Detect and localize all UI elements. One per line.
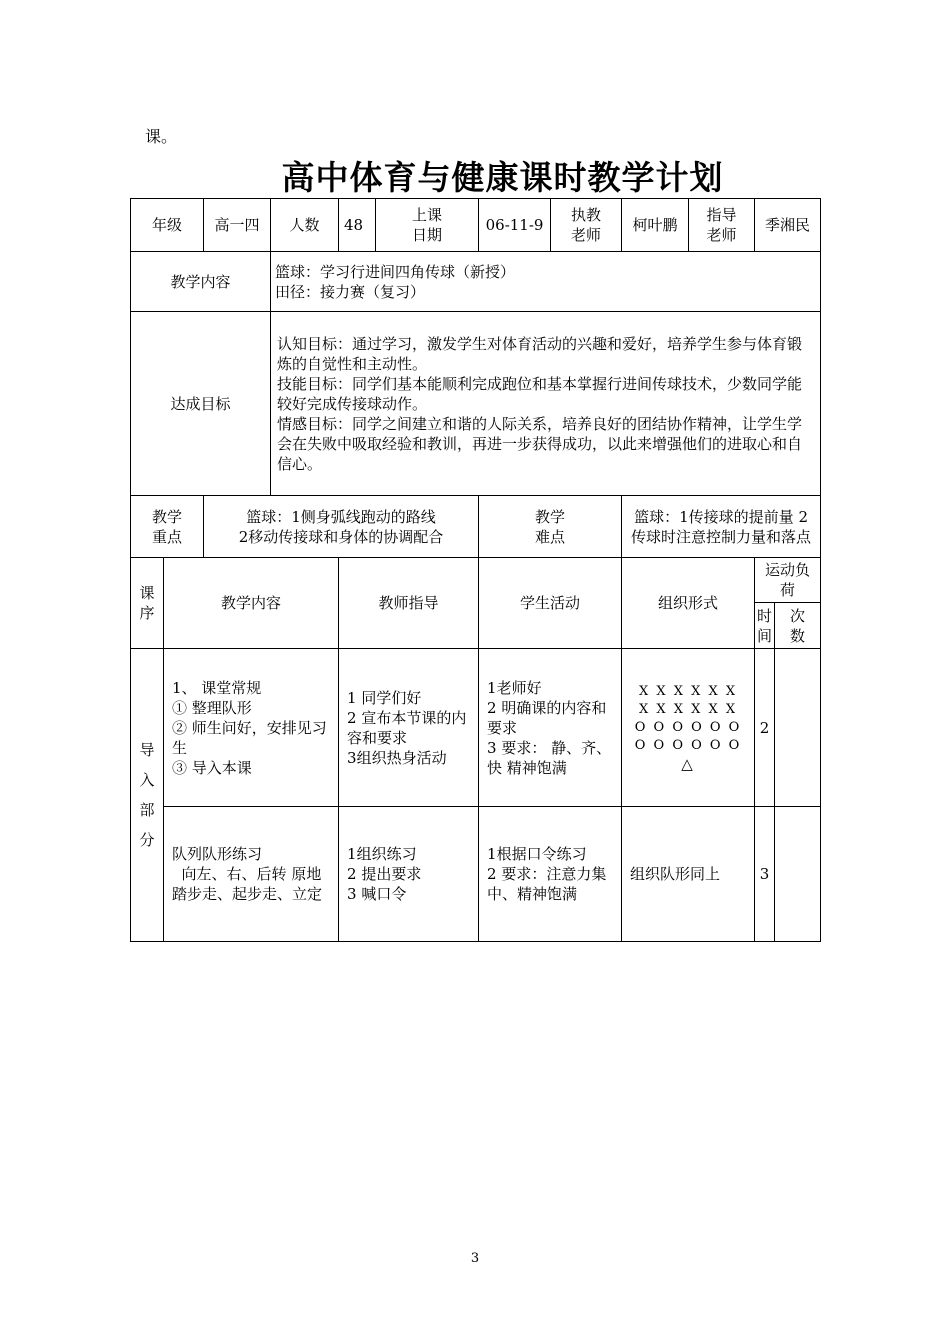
columns-row bbox=[131, 558, 821, 603]
row-student-line: 1老师好 bbox=[487, 678, 542, 697]
goals-row bbox=[131, 312, 821, 496]
row-content-line: 1、 课堂常规 bbox=[172, 678, 262, 697]
goal-emotion: 情感目标：同学之间建立和谐的人际关系，培养良好的团结协作精神，让学生学会在失败中吸取经验和教训，再进一步获得成功，以此来增强他们的进取心和自信心。 bbox=[277, 414, 803, 473]
goal-cognitive: 认知目标：通过学习，激发学生对体育活动的兴趣和爱好，培养学生参与体育锻炼的自觉性和主动性。 bbox=[277, 334, 803, 373]
date-label-line2: 日期 bbox=[412, 226, 443, 244]
row-teacher bbox=[339, 649, 479, 807]
row-count bbox=[775, 807, 821, 942]
section-char: 部 bbox=[139, 801, 155, 819]
difficulty-label-line2: 难点 bbox=[535, 527, 566, 546]
content-line: 篮球：学习行进间四角传球（新授） bbox=[275, 262, 516, 281]
col-content: 教学内容 bbox=[164, 558, 339, 649]
goals-text bbox=[271, 312, 821, 496]
col-time-line2: 间 bbox=[757, 626, 773, 645]
row-teacher-line: 1组织练习 bbox=[347, 845, 417, 863]
row-student-line: 2 明确课的内容和要求 bbox=[487, 698, 607, 737]
row-content-line: 向左、右、后转 原地踏步走、起步走、立定 bbox=[172, 865, 323, 903]
row-student-line: 2 要求：注意力集中、精神饱满 bbox=[487, 865, 607, 903]
row-teacher-line: 1 同学们好 bbox=[347, 688, 422, 707]
row-teacher-line: 3组织热身活动 bbox=[347, 748, 447, 767]
row-teacher-line: 2 宣布本节课的内容和要求 bbox=[347, 708, 467, 747]
section-char: 导 bbox=[139, 741, 155, 759]
section-char: 入 bbox=[139, 771, 155, 789]
page-number: 3 bbox=[470, 1251, 480, 1266]
focus-label bbox=[131, 496, 204, 558]
focus-row bbox=[131, 496, 821, 558]
col-time bbox=[755, 603, 775, 649]
guide-label bbox=[689, 199, 755, 252]
section-label bbox=[131, 649, 164, 942]
date-value: 06-11-9 bbox=[479, 199, 551, 252]
col-count-line1: 次 bbox=[790, 606, 806, 625]
date-label-line1: 上课 bbox=[412, 206, 443, 224]
col-teacher: 教师指导 bbox=[339, 558, 479, 649]
difficulty-text: 篮球：1传接球的提前量 2传球时注意控制力量和落点 bbox=[622, 496, 821, 558]
table-row bbox=[131, 807, 821, 942]
date-label bbox=[376, 199, 479, 252]
content-label: 教学内容 bbox=[131, 252, 271, 312]
row-content-line: ① 整理队形 bbox=[172, 698, 252, 717]
col-seq-line1: 课 bbox=[139, 584, 155, 602]
page-title: 高中体育与健康课时教学计划 bbox=[281, 158, 724, 197]
header-row bbox=[131, 199, 821, 252]
row-student-line: 1根据口令练习 bbox=[487, 845, 587, 863]
col-org: 组织形式 bbox=[622, 558, 755, 649]
teacher-label bbox=[551, 199, 622, 252]
row-org: 组织队形同上 bbox=[622, 807, 755, 942]
content-line: 田径：接力赛（复习） bbox=[275, 282, 426, 301]
guide-label-line1: 指导 bbox=[706, 206, 737, 224]
goals-label: 达成目标 bbox=[131, 312, 271, 496]
teacher-label-line2: 老师 bbox=[571, 226, 602, 244]
formation-line: X X X X X X bbox=[638, 701, 738, 717]
row-student-line: 3 要求： 静、齐、快 精神饱满 bbox=[487, 738, 612, 777]
col-seq-line2: 序 bbox=[139, 604, 155, 622]
focus-line: 2移动传接球和身体的协调配合 bbox=[238, 527, 444, 546]
col-count bbox=[775, 603, 821, 649]
row-count bbox=[775, 649, 821, 807]
row-content-line: ③ 导入本课 bbox=[172, 758, 252, 777]
row-content-line: ② 师生问好，安排见习生 bbox=[172, 718, 327, 757]
row-content bbox=[164, 807, 339, 942]
row-org-formation bbox=[622, 649, 755, 807]
guide-value: 季湘民 bbox=[755, 199, 821, 252]
section-char: 分 bbox=[139, 831, 155, 849]
row-student bbox=[479, 649, 622, 807]
carryover-text: 课。 bbox=[145, 127, 178, 146]
formation-line: X X X X X X bbox=[638, 683, 738, 699]
count-value: 48 bbox=[339, 199, 376, 252]
row-teacher-line: 3 喊口令 bbox=[347, 885, 407, 903]
content-row bbox=[131, 252, 821, 312]
table-row bbox=[131, 649, 821, 807]
formation-line: O O O O O O bbox=[634, 719, 742, 735]
col-seq bbox=[131, 558, 164, 649]
row-time: 2 bbox=[755, 649, 775, 807]
teacher-triangle: △ bbox=[681, 754, 695, 773]
goal-skill: 技能目标：同学们基本能顺利完成跑位和基本掌握行进间传球技术，少数同学能较好完成传接球动作。 bbox=[277, 374, 803, 413]
focus-label-line2: 重点 bbox=[152, 527, 183, 546]
row-time: 3 bbox=[755, 807, 775, 942]
guide-label-line2: 老师 bbox=[706, 226, 737, 244]
row-student bbox=[479, 807, 622, 942]
row-teacher-line: 2 提出要求 bbox=[347, 865, 422, 883]
focus-line: 篮球：1侧身弧线跑动的路线 bbox=[246, 507, 436, 526]
col-time-line1: 时 bbox=[757, 606, 773, 625]
teacher-label-line1: 执教 bbox=[571, 206, 602, 224]
formation-line: O O O O O O bbox=[634, 737, 742, 753]
focus-label-line1: 教学 bbox=[152, 507, 183, 526]
col-count-line2: 数 bbox=[790, 626, 806, 645]
teacher-value: 柯叶鹏 bbox=[622, 199, 689, 252]
col-student: 学生活动 bbox=[479, 558, 622, 649]
col-load: 运动负荷 bbox=[755, 558, 821, 603]
row-teacher bbox=[339, 807, 479, 942]
content-text bbox=[271, 252, 821, 312]
grade-label: 年级 bbox=[131, 199, 204, 252]
difficulty-label-line1: 教学 bbox=[535, 507, 566, 526]
grade-value: 高一四 bbox=[204, 199, 271, 252]
row-content-line: 队列队形练习 bbox=[172, 845, 263, 863]
focus-text bbox=[204, 496, 479, 558]
count-label: 人数 bbox=[271, 199, 339, 252]
row-content bbox=[164, 649, 339, 807]
difficulty-label bbox=[479, 496, 622, 558]
lesson-plan-table bbox=[130, 198, 821, 942]
